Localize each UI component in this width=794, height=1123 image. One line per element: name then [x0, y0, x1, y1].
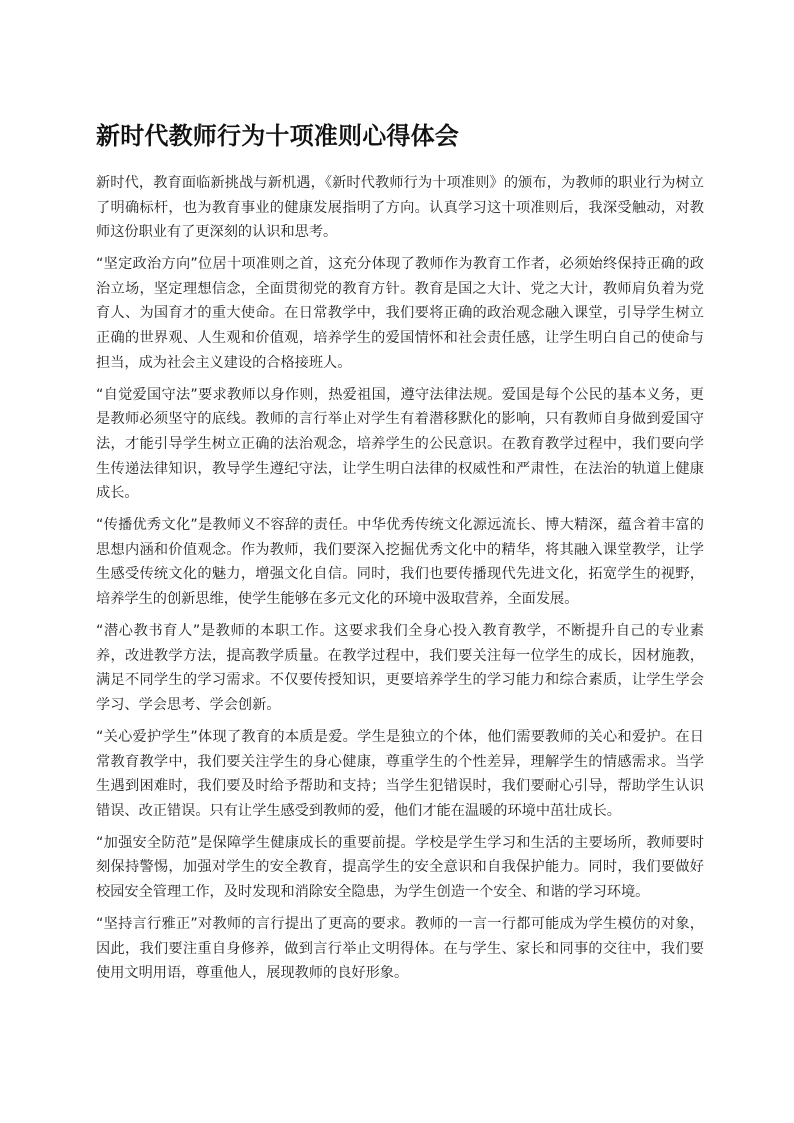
paragraph-spread-culture: “传播优秀文化”是教师义不容辞的责任。中华优秀传统文化源远流长、博大精深，蕴含着丰富的思想内涵和价值观念。作为教师，我们要深入挖掘优秀文化中的精华，将其融入课堂教学，让学生感受传统文化的魅力，增强文化自信。同时，我们也要传播现代先进文化，拓宽学生的视野，培养学生的创新思维，使学生能够在多元文化的环境中汲取营养，全面发展。 — [96, 517, 704, 607]
paragraph-safety: “加强安全防范”是保障学生健康成长的重要前提。学校是学生学习和生活的主要场所，教师要时刻保持警惕，加强对学生的安全教育，提高学生的安全意识和自我保护能力。同时，我们要做好校园安全管理工作，及时发现和消除安全隐患，为学生创造一个安全、和谐的学习环境。 — [96, 834, 704, 901]
paragraph-care-students: “关心爱护学生”体现了教育的本质是爱。学生是独立的个体，他们需要教师的关心和爱护。在日常教育教学中，我们要关注学生的身心健康，尊重学生的个性差异，理解学生的情感需求。当学生遇到困难时，我们要及时给予帮助和支持；当学生犯错误时，我们要耐心引导，帮助学生认识错误、改正错误。只有让学生感受到教师的爱，他们才能在温暖的环境中茁壮成长。 — [96, 728, 704, 819]
paragraph-patriotic-law: “自觉爱国守法”要求教师以身作则，热爱祖国，遵守法律法规。爱国是每个公民的基本义务，更是教师必须坚守的底线。教师的言行举止对学生有着潜移默化的影响，只有教师自身做到爱国守法，才能引导学生树立正确的法治观念，培养学生的公民意识。在教育教学过程中，我们要向学生传递法律知识，教导学生遵纪守法，让学生明白法律的权威性和严肃性，在法治的轨道上健康成长。 — [96, 386, 704, 502]
paragraph-political-direction: “坚定政治方向”位居十项准则之首，这充分体现了教师作为教育工作者，必须始终保持正确的政治立场，坚定理想信念，全面贯彻党的教育方针。教育是国之大计、党之大计，教师肩负着为党育人、为国育才的重大使命。在日常教学中，我们要将正确的政治观念融入课堂，引导学生树立正确的世界观、人生观和价值观，培养学生的爱国情怀和社会责任感，让学生明白自己的使命与担当，成为社会主义建设的合格接班人。 — [96, 256, 704, 371]
document-title: 新时代教师行为十项准则心得体会 — [96, 122, 459, 150]
paragraph-conduct: “坚持言行雅正”对教师的言行提出了更高的要求。教师的一言一行都可能成为学生模仿的对象，因此，我们要注重自身修养，做到言行举止文明得体。在与学生、家长和同事的交往中，我们要使用文明用语，尊重他人，展现教师的良好形象。 — [96, 916, 704, 982]
document-page — [96, 118, 704, 993]
paragraph-intro: 新时代，教育面临新挑战与新机遇，《新时代教师行为十项准则》的颁布，为教师的职业行为树立了明确标杆，也为教育事业的健康发展指明了方向。认真学习这十项准则后，我深受触动，对教师这份职业有了更深刻的认识和思考。 — [96, 175, 704, 241]
paragraph-teaching-nurturing: “潜心教书育人”是教师的本职工作。这要求我们全身心投入教育教学，不断提升自己的专业素养，改进教学方法，提高教学质量。在教学过程中，我们要关注每一位学生的成长，因材施教，满足不同学生的学习需求。不仅要传授知识，更要培养学生的学习能力和综合素质，让学生学会学习、学会思考、学会创新。 — [96, 623, 704, 713]
